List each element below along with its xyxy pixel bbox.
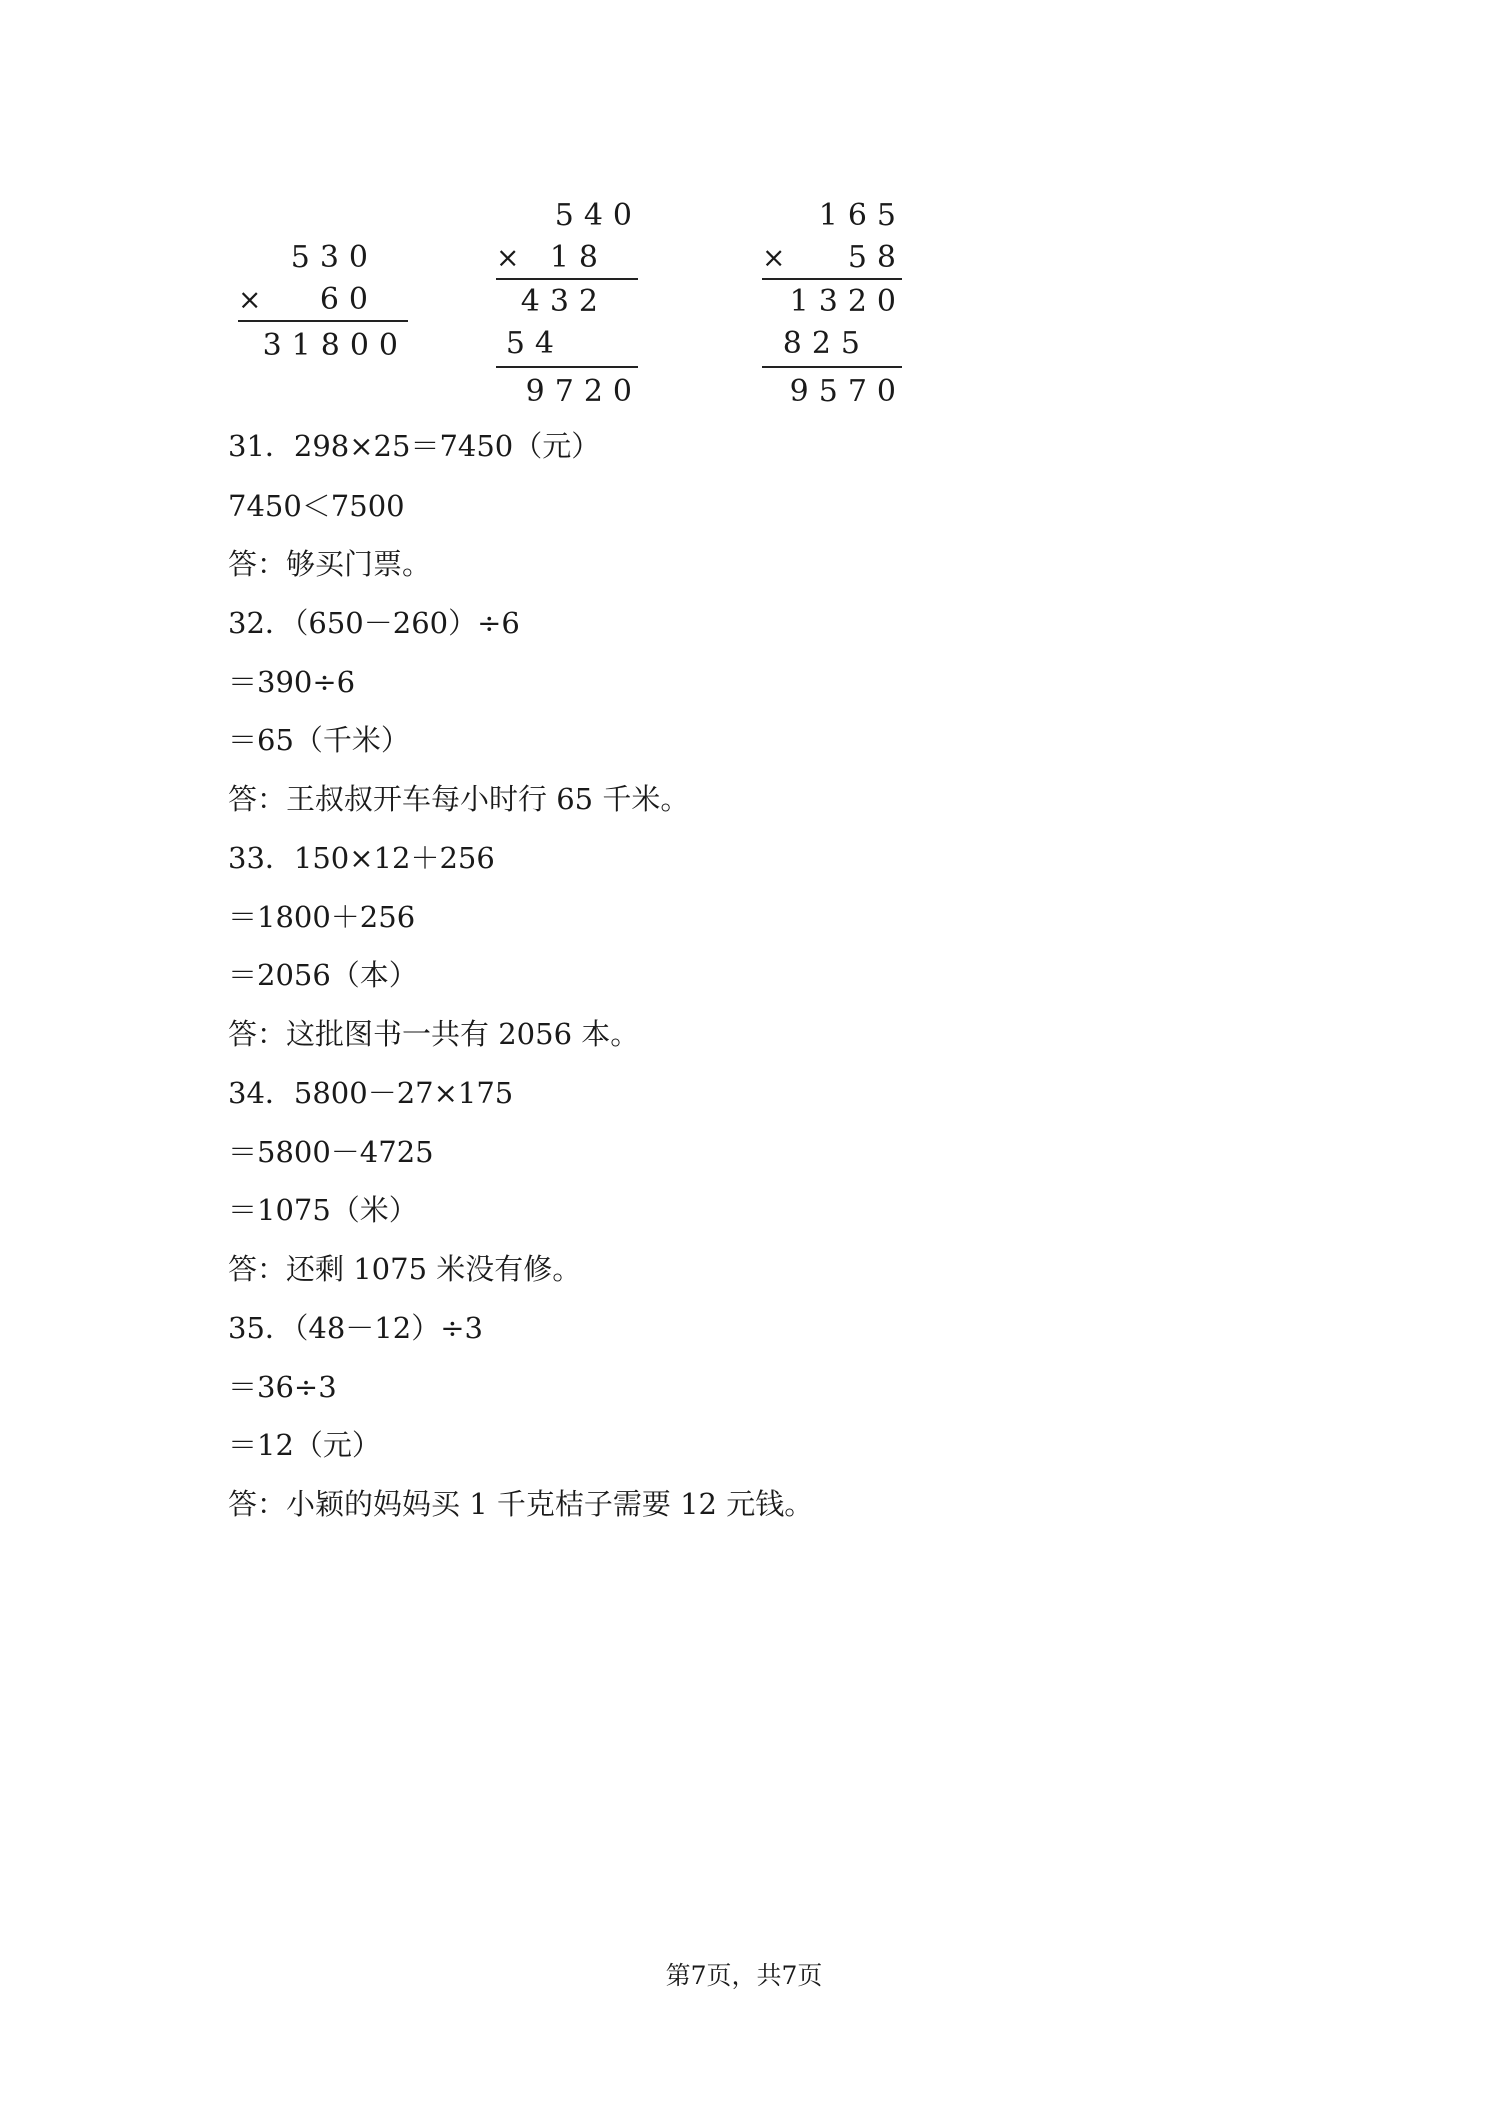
multiplier: 18 (549, 240, 608, 275)
vertical-calc-2 (496, 194, 642, 414)
times-sign: × (238, 283, 262, 316)
q31-answer: 答：够买门票。 (228, 547, 432, 581)
q33-step-1: ＝1800＋256 (228, 900, 416, 934)
vertical-calc-1 (238, 236, 408, 366)
multiplier: 58 (847, 240, 906, 275)
result: 9720 (525, 374, 642, 409)
partial-2: 54 (505, 326, 564, 361)
q32-answer: 答：王叔叔开车每小时行 65 千米。 (228, 782, 690, 816)
partial-2: 825 (782, 326, 870, 361)
partial-1: 432 (520, 284, 608, 319)
rule (762, 366, 902, 368)
times-sign: × (762, 241, 786, 274)
page-footer: 第7页，共7页 (665, 1961, 823, 1990)
q32-step-1: ＝390÷6 (228, 665, 356, 699)
rule (496, 366, 638, 368)
rule (496, 278, 638, 280)
q33-answer: 答：这批图书一共有 2056 本。 (228, 1017, 640, 1051)
q33-step-2: ＝2056（本） (228, 958, 418, 992)
q34-equation: 34．5800－27×175 (228, 1076, 514, 1110)
q34-step-1: ＝5800－4725 (228, 1135, 434, 1169)
q34-answer: 答：还剩 1075 米没有修。 (228, 1252, 582, 1286)
multiplicand: 165 (818, 198, 906, 233)
rule (762, 278, 902, 280)
q34-step-2: ＝1075（米） (228, 1193, 418, 1227)
times-sign: × (496, 241, 520, 274)
rule (238, 320, 408, 322)
vertical-calc-3 (762, 194, 906, 414)
result: 9570 (789, 374, 906, 409)
q35-equation: 35．（48－12）÷3 (228, 1311, 483, 1345)
multiplier: 60 (319, 282, 378, 317)
q32-step-2: ＝65（千米） (228, 723, 410, 757)
q33-equation: 33．150×12＋256 (228, 841, 495, 875)
partial-1: 1320 (789, 284, 906, 319)
multiplicand: 540 (554, 198, 642, 233)
q32-equation: 32．（650－260）÷6 (228, 606, 520, 640)
result: 31800 (262, 328, 408, 363)
q35-step-1: ＝36÷3 (228, 1370, 337, 1404)
q35-step-2: ＝12（元） (228, 1428, 381, 1462)
multiplicand: 530 (290, 240, 378, 275)
q35-answer: 答：小颖的妈妈买 1 千克桔子需要 12 元钱。 (228, 1487, 814, 1521)
q31-compare: 7450＜7500 (228, 489, 405, 523)
q31-equation: 31．298×25＝7450（元） (228, 429, 601, 463)
